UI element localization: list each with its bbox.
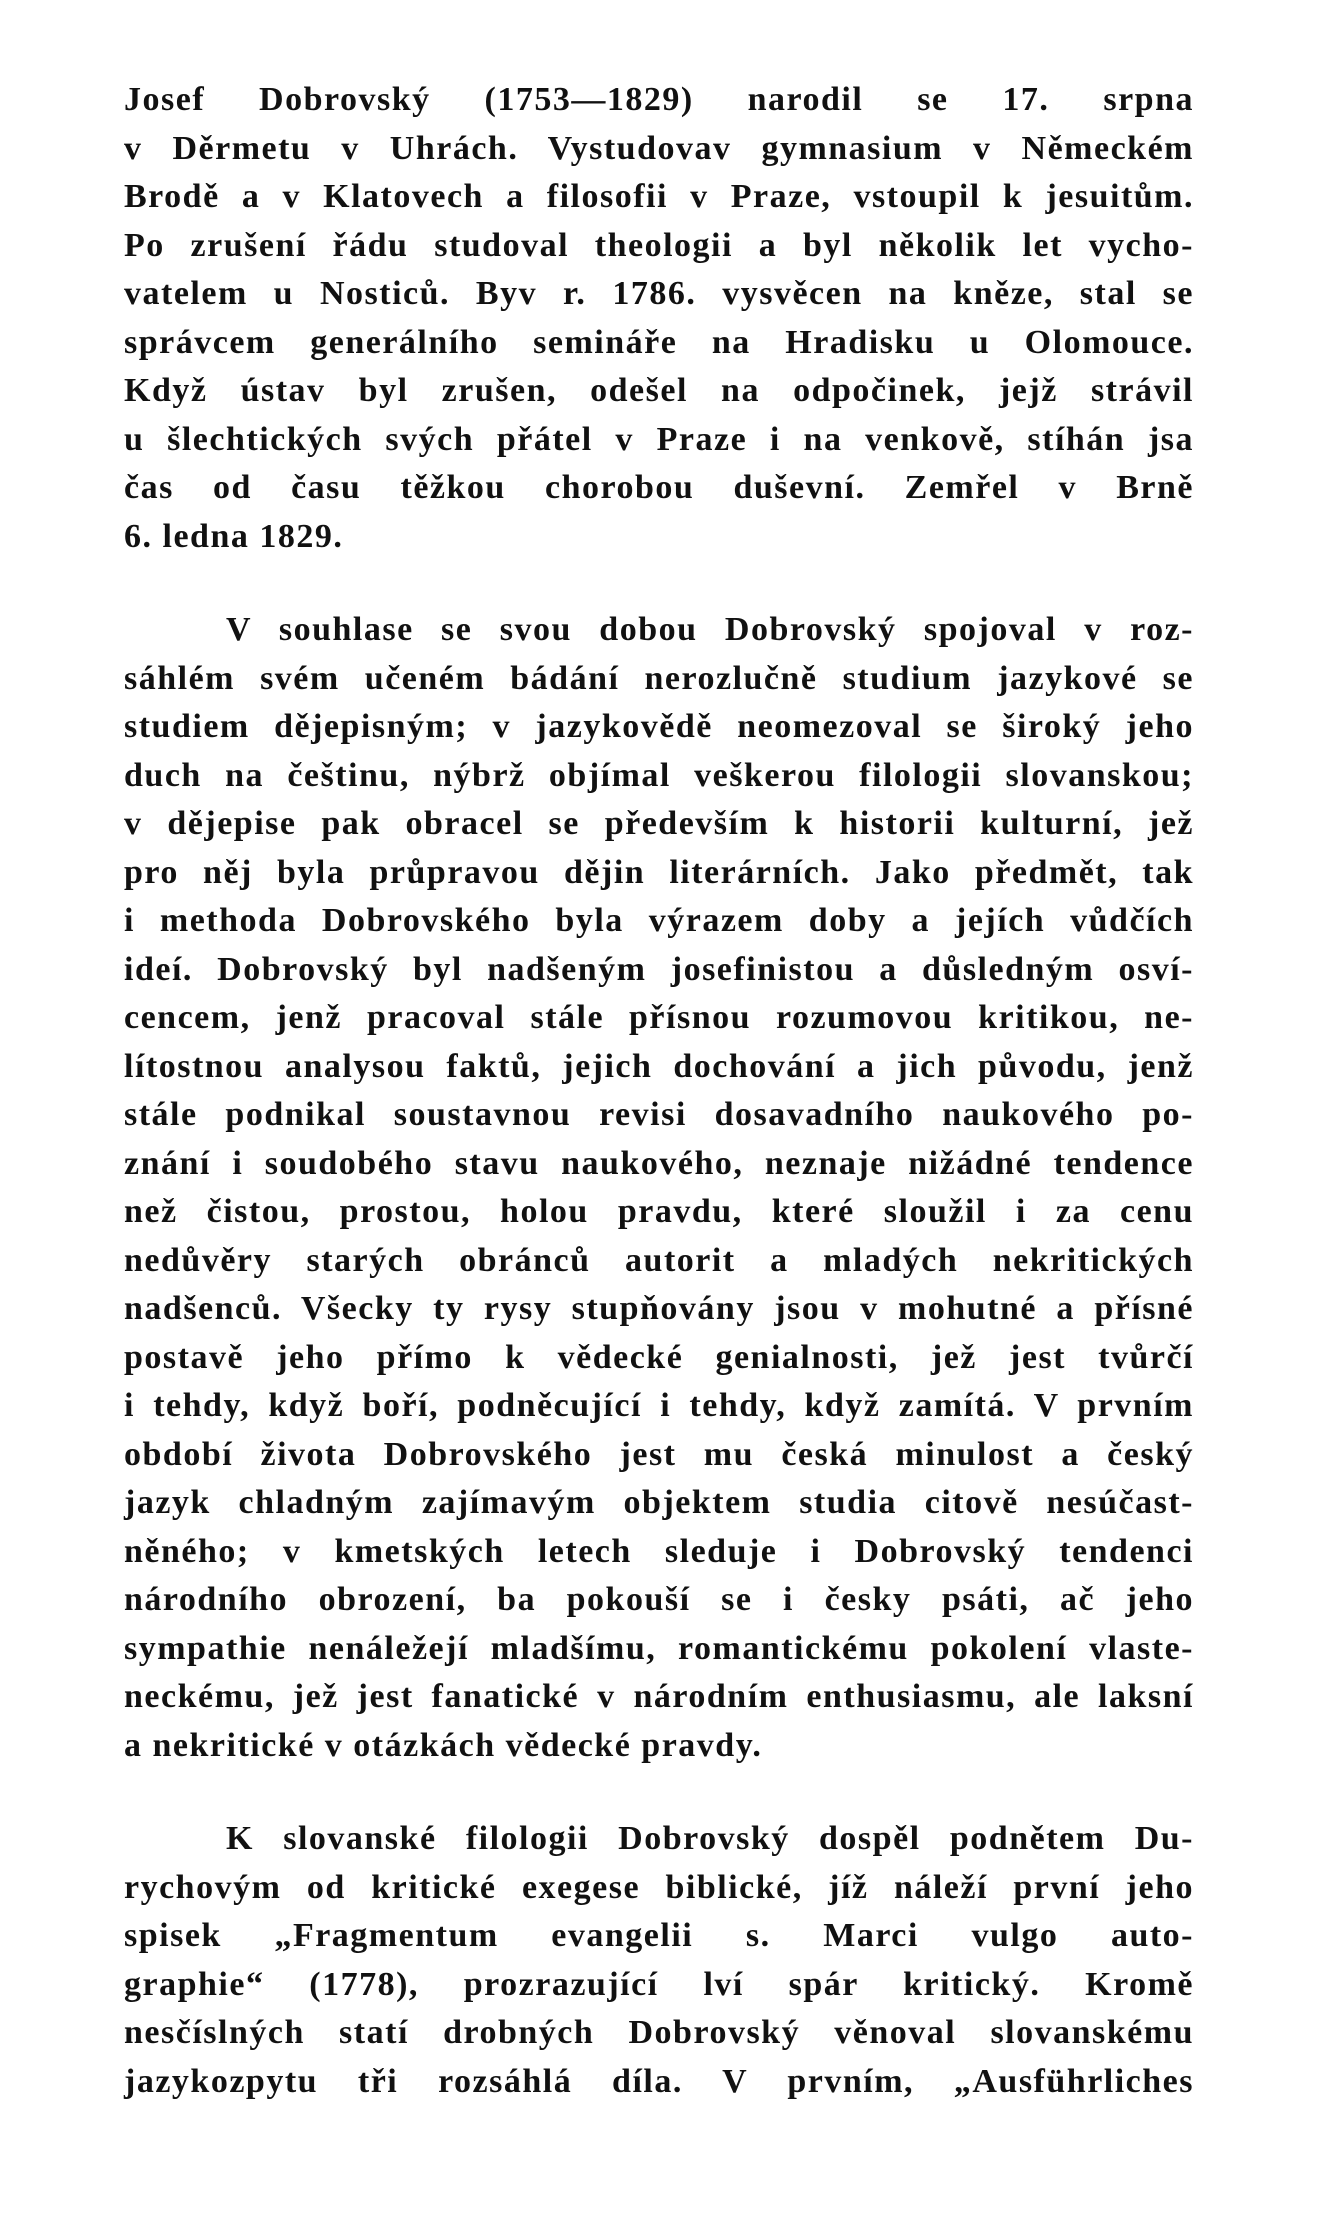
text-line: v Děrmetu v Uhrách. Vystudovav gymnasium v Německém bbox=[124, 129, 1194, 167]
text-line: u šlechtických svých přátel v Praze i na venkově, stíhán jsa bbox=[124, 420, 1194, 458]
text-line: jazykozpytu tři rozsáhlá díla. V prvním, „Ausführliches bbox=[124, 2062, 1194, 2100]
text-line: neckému, jež jest fanatické v národním enthusiasmu, ale laksní bbox=[124, 1678, 1194, 1715]
text-line: sympathie nenáležejí mladšímu, romantickému pokolení vlaste- bbox=[124, 1629, 1194, 1667]
text-line: 6. ledna 1829. bbox=[124, 517, 344, 555]
text-line: vatelem u Nosticů. Byv r. 1786. vysvěcen na kněze, stal se bbox=[124, 275, 1194, 312]
paragraph-biography bbox=[124, 76, 1194, 561]
text-line: něného; v kmetských letech sleduje i Dobrovský tendenci bbox=[124, 1532, 1194, 1570]
document-page bbox=[124, 76, 1194, 2106]
text-line: období života Dobrovského jest mu česká minulost a český bbox=[124, 1435, 1194, 1473]
text-line: graphie“ (1778), prozrazující lví spár kritický. Kromě bbox=[124, 1965, 1194, 2003]
text-line: v dějepise pak obracel se především k historii kulturní, jež bbox=[124, 805, 1194, 842]
text-line: stále podnikal soustavnou revisi dosavadního naukového po- bbox=[124, 1096, 1194, 1133]
text-line: pro něj byla průpravou dějin literárních. Jako předmět, tak bbox=[124, 853, 1194, 891]
text-line: i methoda Dobrovského byla výrazem doby a jejích vůdčích bbox=[124, 902, 1194, 939]
text-line: rychovým od kritické exegese biblické, jíž náleží první jeho bbox=[124, 1868, 1194, 1906]
text-line: spisek „Fragmentum evangelii s. Marci vulgo auto- bbox=[124, 1917, 1194, 1954]
text-line: duch na češtinu, nýbrž objímal veškerou filologii slovanskou; bbox=[124, 756, 1194, 794]
text-line: Josef Dobrovský (1753—1829) narodil se 17. srpna bbox=[124, 81, 1194, 118]
text-line: nedůvěry starých obránců autorit a mladých nekritických bbox=[124, 1241, 1194, 1279]
text-line: správcem generálního semináře na Hradisku u Olomouce. bbox=[124, 323, 1194, 361]
text-line: cencem, jenž pracoval stále přísnou rozumovou kritikou, ne- bbox=[124, 999, 1194, 1036]
text-line: Brodě a v Klatovech a filosofii v Praze, vstoupil k jesuitům. bbox=[124, 178, 1194, 215]
text-line: znání i soudobého stavu naukového, neznaje nižádné tendence bbox=[124, 1144, 1194, 1182]
text-line: a nekritické v otázkách vědecké pravdy. bbox=[124, 1726, 763, 1764]
text-line: postavě jeho přímo k vědecké genialnosti, jež jest tvůrčí bbox=[124, 1338, 1194, 1376]
text-line: Když ústav byl zrušen, odešel na odpočinek, jejž strávil bbox=[124, 372, 1194, 409]
text-line: studiem dějepisným; v jazykovědě neomezoval se široký jeho bbox=[124, 708, 1194, 745]
text-line: i tehdy, když boří, podněcující i tehdy, když zamítá. V prvním bbox=[124, 1387, 1194, 1424]
text-line: nesčíslných statí drobných Dobrovský věnoval slovanskému bbox=[124, 2014, 1194, 2051]
text-line: K slovanské filologii Dobrovský dospěl podnětem Du- bbox=[226, 1820, 1194, 1857]
text-line: sáhlém svém učeném bádání nerozlučně studium jazykové se bbox=[124, 659, 1194, 697]
paragraph-philology bbox=[124, 1815, 1194, 2106]
text-line: jazyk chladným zajímavým objektem studia citově nesúčast- bbox=[124, 1484, 1194, 1521]
text-line: Po zrušení řádu studoval theologii a byl několik let vycho- bbox=[124, 226, 1194, 264]
text-line: čas od času těžkou chorobou duševní. Zemřel v Brně bbox=[124, 469, 1194, 506]
text-line: než čistou, prostou, holou pravdu, které sloužil i za cenu bbox=[124, 1193, 1194, 1230]
text-line: národního obrození, ba pokouší se i česky psáti, ač jeho bbox=[124, 1581, 1194, 1618]
text-line: V souhlase se svou dobou Dobrovský spojoval v roz- bbox=[226, 611, 1194, 648]
text-line: nadšenců. Všecky ty rysy stupňovány jsou v mohutné a přísné bbox=[124, 1290, 1194, 1327]
text-line: lítostnou analysou faktů, jejich dochování a jich původu, jenž bbox=[124, 1047, 1194, 1085]
paragraph-scholarship bbox=[124, 606, 1194, 1770]
text-line: ideí. Dobrovský byl nadšeným josefinistou a důsledným osví- bbox=[124, 950, 1194, 988]
